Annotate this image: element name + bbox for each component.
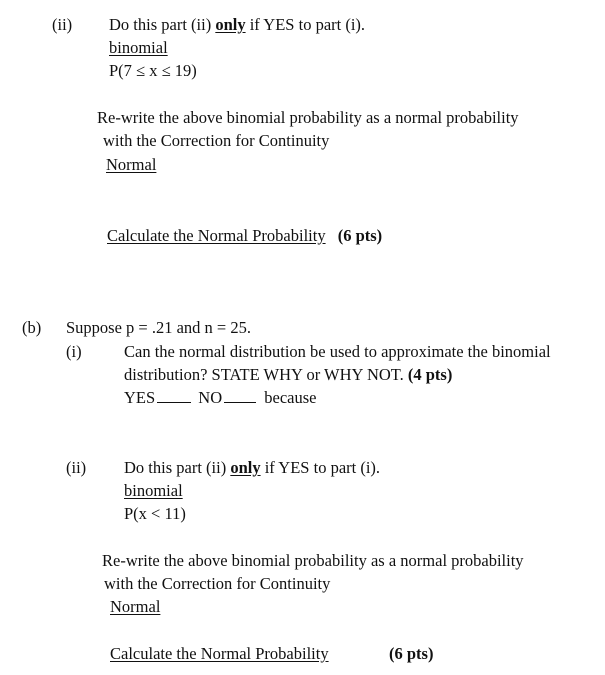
- part-b-i-question-line2: [124, 367, 452, 384]
- part-b-ii-instruction: [124, 460, 380, 477]
- normal-label: Normal: [110, 597, 161, 616]
- question-text: distribution? STATE WHY or WHY NOT.: [124, 365, 404, 384]
- yes-label: YES: [124, 388, 156, 407]
- instruction-only: only: [215, 15, 246, 34]
- instruction-pre: Do this part (ii): [124, 458, 231, 477]
- yes-blank[interactable]: [157, 390, 191, 403]
- calculate-label: Calculate the Normal Probability: [107, 226, 326, 245]
- no-blank[interactable]: [224, 390, 256, 403]
- instruction-pre: Do this part (ii): [109, 15, 216, 34]
- no-label: NO: [198, 388, 223, 407]
- rewrite-instruction-line2: with the Correction for Continuity: [103, 131, 330, 150]
- rewrite-instruction-line2: with the Correction for Continuity: [104, 574, 331, 593]
- calculate-label: Calculate the Normal Probability: [110, 644, 329, 663]
- rewrite-instruction-line1: Re-write the above binomial probability as a normal probability: [102, 551, 524, 570]
- instruction-post: if YES to part (i).: [245, 15, 366, 34]
- binomial-expression: P(7 ≤ x ≤ 19): [109, 61, 197, 80]
- part-b-i-question-line1: Can the normal distribution be used to approximate the binomial: [124, 342, 551, 361]
- yes-no-line: [124, 390, 316, 407]
- part-a-ii-label: (ii): [52, 15, 73, 34]
- because-label: because: [264, 388, 317, 407]
- binomial-label: binomial: [109, 38, 168, 57]
- part-b-i-label: (i): [66, 342, 82, 361]
- part-b-suppose: Suppose p = .21 and n = 25.: [66, 318, 251, 337]
- binomial-label: binomial: [124, 481, 183, 500]
- calculate-line: [107, 228, 382, 245]
- instruction-only: only: [230, 458, 261, 477]
- part-b-ii-label: (ii): [66, 458, 87, 477]
- normal-label: Normal: [106, 155, 157, 174]
- points-badge: (4 pts): [407, 365, 453, 384]
- part-a-ii-instruction: [109, 17, 365, 34]
- binomial-expression: P(x < 11): [124, 504, 186, 523]
- points-badge: (6 pts): [389, 644, 434, 663]
- rewrite-instruction-line1: Re-write the above binomial probability as a normal probability: [97, 108, 519, 127]
- instruction-post: if YES to part (i).: [260, 458, 381, 477]
- points-badge: (6 pts): [337, 226, 383, 245]
- part-b-label: (b): [22, 318, 42, 337]
